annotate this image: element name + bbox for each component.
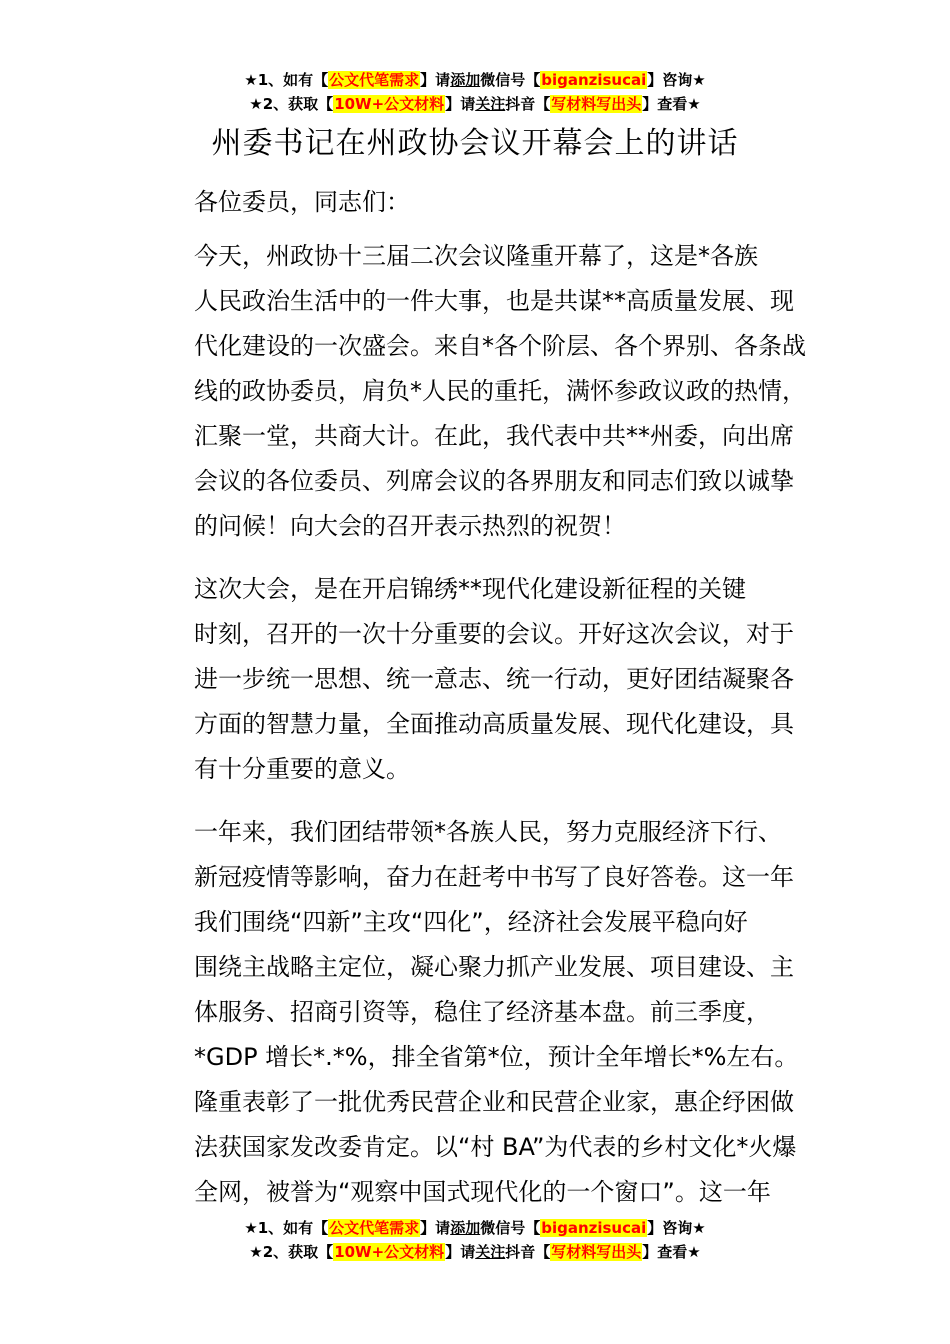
banner-line-1 bbox=[0, 1216, 950, 1240]
banner-line-1-suffix: 】咨询★ bbox=[647, 1219, 706, 1237]
banner-line-1-highlight-wechat: biganzisucai bbox=[541, 71, 647, 89]
paragraph-line: 法获国家发改委肯定。以“村 BA”为代表的乡村文化*火爆 bbox=[194, 1133, 797, 1161]
paragraph-line: 我们围绕“四新”主攻“四化”，经济社会发展平稳向好 bbox=[194, 908, 748, 936]
banner-line-2-highlight-douyin: 写材料写出头 bbox=[551, 1243, 642, 1261]
banner-line-2-suffix: 】查看★ bbox=[642, 1243, 701, 1261]
banner-line-2-mid-2: 抖音【 bbox=[505, 95, 551, 113]
banner-line-2 bbox=[0, 92, 950, 116]
banner-line-2-mid: 】请 bbox=[445, 95, 476, 113]
paragraph-2 bbox=[144, 567, 824, 792]
paragraph-line: 围绕主战略主定位，凝心聚力抓产业发展、项目建设、主 bbox=[194, 953, 794, 981]
banner-line-1-underlined: 添加 bbox=[450, 1219, 481, 1237]
banner-line-1-highlight-service: 公文代笔需求 bbox=[329, 71, 420, 89]
banner-line-1-mid: 】请 bbox=[420, 71, 451, 89]
paragraph-line: 体服务、招商引资等，稳住了经济基本盘。前三季度， bbox=[194, 998, 770, 1026]
banner-line-2-prefix: ★2、获取【 bbox=[249, 95, 334, 113]
paragraph-line: 一年来，我们团结带领*各族人民，努力克服经济下行、 bbox=[194, 818, 782, 846]
banner-line-1-suffix: 】咨询★ bbox=[647, 71, 706, 89]
banner-line-2-highlight-materials: 10W+公文材料 bbox=[334, 1243, 445, 1261]
banner-line-2 bbox=[0, 1240, 950, 1264]
banner-line-2-prefix: ★2、获取【 bbox=[249, 1243, 334, 1261]
banner-line-2-underlined: 关注 bbox=[475, 1243, 506, 1261]
paragraph-line: 有十分重要的意义。 bbox=[194, 755, 410, 783]
paragraph-line: 线的政协委员，肩负*人民的重托，满怀参政议政的热情， bbox=[194, 377, 806, 405]
paragraph-line: 的问候！向大会的召开表示热烈的祝贺！ bbox=[194, 512, 626, 540]
paragraph-line: 方面的智慧力量，全面推动高质量发展、现代化建设，具 bbox=[194, 710, 794, 738]
banner-line-2-suffix: 】查看★ bbox=[642, 95, 701, 113]
banner-line-1-prefix: ★1、如有【 bbox=[244, 1219, 329, 1237]
paragraph-line: 代化建设的一次盛会。来自*各个阶层、各个界别、各条战 bbox=[194, 332, 806, 360]
paragraph-line: 这次大会，是在开启锦绣**现代化建设新征程的关键 bbox=[194, 575, 746, 603]
banner-line-2-mid-2: 抖音【 bbox=[505, 1243, 551, 1261]
document-body bbox=[144, 180, 824, 1233]
paragraph-line: *GDP 增长*.*%，排全省第*位，预计全年增长*%左右。 bbox=[194, 1043, 799, 1071]
paragraph-line: 新冠疫情等影响，奋力在赶考中书写了良好答卷。这一年 bbox=[194, 863, 794, 891]
greeting: 各位委员，同志们： bbox=[194, 188, 410, 216]
paragraph-line: 汇聚一堂，共商大计。在此，我代表中共**州委，向出席 bbox=[194, 422, 794, 450]
banner-line-1-highlight-wechat: biganzisucai bbox=[541, 1219, 647, 1237]
paragraph-3 bbox=[144, 810, 824, 1215]
bottom-banner bbox=[0, 1216, 950, 1264]
banner-line-1-highlight-service: 公文代笔需求 bbox=[329, 1219, 420, 1237]
banner-line-1-mid: 】请 bbox=[420, 1219, 451, 1237]
paragraph-line: 人民政治生活中的一件大事，也是共谋**高质量发展、现 bbox=[194, 287, 794, 315]
paragraph-line: 进一步统一思想、统一意志、统一行动，更好团结凝聚各 bbox=[194, 665, 794, 693]
paragraph-line: 今天，州政协十三届二次会议隆重开幕了，这是*各族 bbox=[194, 242, 758, 270]
banner-line-2-mid: 】请 bbox=[445, 1243, 476, 1261]
banner-line-2-highlight-materials: 10W+公文材料 bbox=[334, 95, 445, 113]
banner-line-2-highlight-douyin: 写材料写出头 bbox=[551, 95, 642, 113]
paragraph-line: 会议的各位委员、列席会议的各界朋友和同志们致以诚挚 bbox=[194, 467, 794, 495]
paragraph-1 bbox=[144, 234, 824, 549]
banner-line-1 bbox=[0, 68, 950, 92]
banner-line-1-mid-2: 微信号【 bbox=[480, 1219, 541, 1237]
banner-line-1-mid-2: 微信号【 bbox=[480, 71, 541, 89]
banner-line-1-prefix: ★1、如有【 bbox=[244, 71, 329, 89]
banner-line-1-underlined: 添加 bbox=[450, 71, 481, 89]
paragraph-line: 隆重表彰了一批优秀民营企业和民营企业家，惠企纾困做 bbox=[194, 1088, 794, 1116]
banner-line-2-underlined: 关注 bbox=[475, 95, 506, 113]
top-banner bbox=[0, 68, 950, 116]
paragraph-line: 全网，被誉为“观察中国式现代化的一个窗口”。这一年 bbox=[194, 1178, 771, 1206]
document-title: 州委书记在州政协会议开幕会上的讲话 bbox=[211, 126, 739, 161]
paragraph-line: 时刻，召开的一次十分重要的会议。开好这次会议，对于 bbox=[194, 620, 794, 648]
